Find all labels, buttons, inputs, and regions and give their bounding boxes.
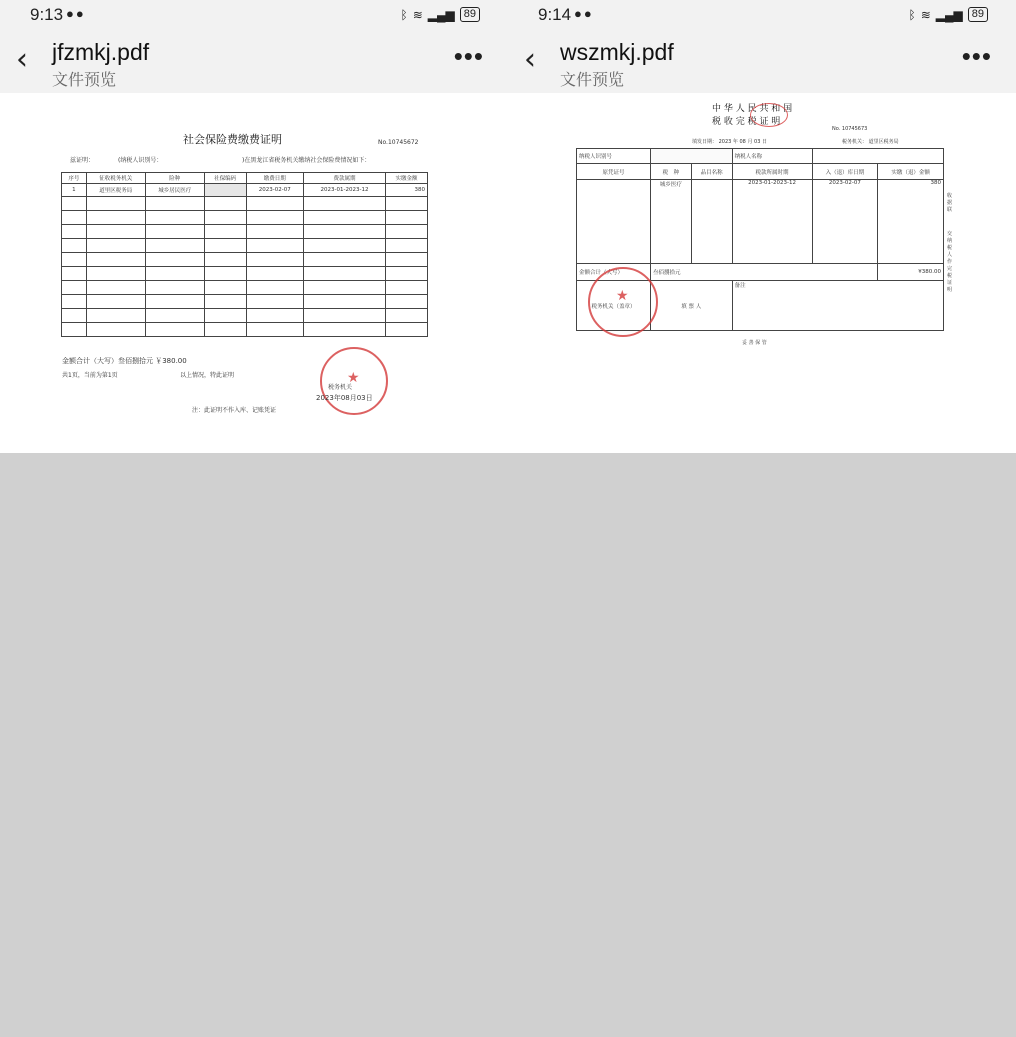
cell: 城乡居民医疗 — [145, 184, 204, 197]
taxpayer-id-label: 纳税人识别号 — [577, 149, 651, 164]
file-name: wszmkj.pdf — [560, 39, 674, 65]
cell — [204, 184, 246, 197]
seal-date: 2023年08月03日 — [316, 394, 373, 402]
cell — [691, 180, 732, 264]
pdf-preview[interactable] — [0, 93, 508, 453]
status-bar — [508, 0, 1016, 31]
col-header: 社保编码 — [204, 173, 246, 184]
intro-a: 兹证明： — [70, 157, 95, 164]
intro-b: (纳税人识别号： — [118, 157, 163, 164]
col-header: 险种 — [145, 173, 204, 184]
col-header: 费款属期 — [303, 173, 385, 184]
empty-area — [0, 453, 1016, 1037]
file-name: jfzmkj.pdf — [52, 39, 150, 65]
seal-text: 税务机关（盖章） — [591, 303, 636, 310]
taxpayer-id-value — [651, 149, 733, 164]
cell: 380 — [878, 180, 944, 264]
remark-label: 备注 — [732, 281, 943, 331]
title-bar — [508, 31, 1016, 93]
more-options-icon[interactable]: ••• — [453, 41, 484, 71]
contribution-table — [61, 172, 428, 337]
back-icon[interactable]: ‹ — [16, 42, 28, 77]
col-header: 税 种 — [651, 164, 692, 180]
cell: 道里区税务局 — [86, 184, 145, 197]
back-icon[interactable]: ‹ — [524, 42, 536, 77]
fill-date: 填发日期： 2023 年 08 月 03 日 — [692, 139, 767, 145]
doc-title-bottom: 税 收 完 税 证 明 — [712, 117, 781, 127]
col-header: 征收税务机关 — [86, 173, 145, 184]
total-value: ¥380.00 — [878, 264, 944, 281]
signal-icon: ▂▄▆ — [427, 7, 455, 22]
intro-c: )在黑龙江省税务机关缴纳社会保险费情况如下： — [242, 157, 371, 164]
status-time: 9:14 — [538, 5, 572, 24]
cell: 2023-02-07 — [812, 180, 878, 264]
taxpayer-name-value — [812, 149, 943, 164]
file-subtitle: 文件预览 — [52, 72, 117, 89]
total-words: 叁佰捌拾元 — [651, 264, 878, 281]
col-header: 序号 — [62, 173, 87, 184]
notification-icons: ●● — [66, 6, 86, 21]
col-header: 品目名称 — [691, 164, 732, 180]
left-screen — [0, 0, 508, 453]
system-icons — [909, 7, 988, 22]
certify-text: 以上情况，特此证明 — [180, 372, 235, 379]
doc-note: 注：此证明不作入库、记账凭证 — [192, 407, 277, 414]
bluetooth-icon: ᛒ — [908, 7, 916, 22]
table-row — [577, 180, 944, 264]
wifi-icon: ≋ — [920, 7, 931, 22]
cell: 2023-02-07 — [246, 184, 303, 197]
system-icons — [401, 7, 480, 22]
col-header: 原凭证号 — [577, 164, 651, 180]
file-subtitle: 文件预览 — [560, 72, 625, 89]
cell — [577, 180, 651, 264]
battery-icon: 89 — [460, 7, 480, 22]
doc-title-top: 中 华 人 民 共 和 国 — [712, 104, 793, 114]
cell: 1 — [62, 184, 87, 197]
pdf-preview[interactable] — [508, 93, 1016, 453]
right-screen — [508, 0, 1016, 453]
side-label-2: 交纳税人作完税证明 — [947, 231, 953, 293]
doc-footer: 妥 善 保 管 — [742, 340, 767, 346]
col-header: 入（退）库日期 — [812, 164, 878, 180]
taxpayer-name-label: 纳税人名称 — [732, 149, 812, 164]
bluetooth-icon: ᛒ — [400, 7, 408, 22]
col-header: 实缴金额 — [386, 173, 428, 184]
filler-label: 填 票 人 — [651, 281, 733, 331]
cell: 城乡医疗 — [651, 180, 692, 264]
side-label: 收据联 — [947, 193, 953, 213]
doc-title: 社会保险费缴费证明 — [183, 133, 282, 146]
cell: 2023-01-2023-12 — [732, 180, 812, 264]
cell: 2023-01-2023-12 — [303, 184, 385, 197]
doc-number: No. 10745673 — [832, 126, 868, 132]
tax-office: 税务机关： 道里区税务局 — [842, 139, 899, 145]
col-header: 税款所属时期 — [732, 164, 812, 180]
status-bar — [0, 0, 508, 31]
title-seal-mark — [750, 103, 788, 127]
title-bar — [0, 31, 508, 93]
notification-icons: ●● — [574, 6, 594, 21]
cell: 380 — [386, 184, 428, 197]
official-seal: ★ — [320, 347, 388, 415]
page-info: 共1页，当前为第1页 — [62, 372, 118, 379]
total-amount: 金额合计（大写）叁佰捌拾元 ￥380.00 — [62, 357, 187, 365]
official-seal: ★ — [588, 267, 658, 337]
more-options-icon[interactable]: ••• — [961, 41, 992, 71]
signal-icon: ▂▄▆ — [935, 7, 963, 22]
status-time: 9:13 — [30, 5, 64, 24]
col-header: 实缴（退）金额 — [878, 164, 944, 180]
battery-icon: 89 — [968, 7, 988, 22]
col-header: 缴费日期 — [246, 173, 303, 184]
table-row — [62, 184, 428, 197]
seal-org: 税务机关 — [328, 384, 353, 391]
total-label: 金额合计（大写） — [577, 264, 651, 281]
doc-number: No.10745672 — [378, 139, 419, 146]
wifi-icon: ≋ — [412, 7, 423, 22]
